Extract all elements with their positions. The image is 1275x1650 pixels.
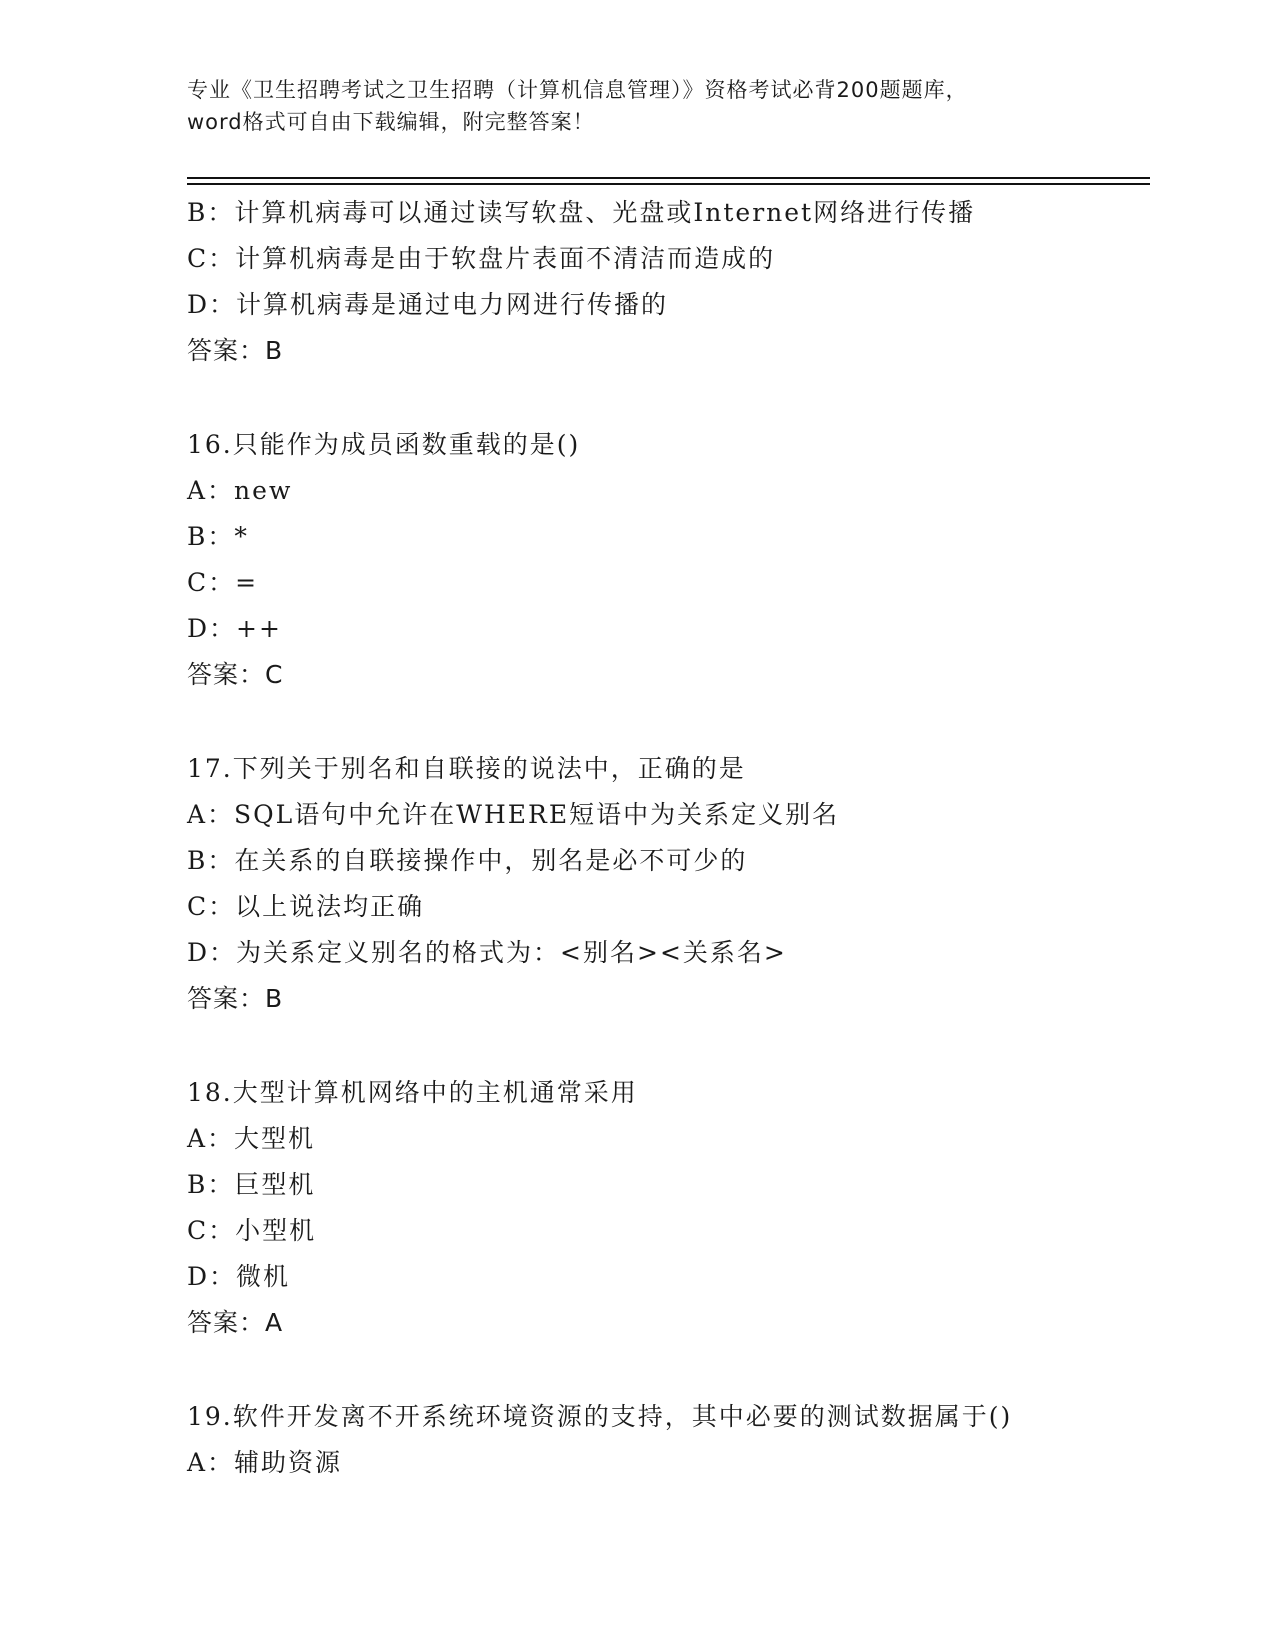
option-d: D：++ xyxy=(187,614,282,643)
option-a: A：大型机 xyxy=(187,1124,316,1153)
question-19 xyxy=(187,1394,1150,1486)
spacer xyxy=(187,374,1150,422)
option-c: C：= xyxy=(187,568,259,597)
question-list xyxy=(187,190,1150,1486)
option-c: C：小型机 xyxy=(187,1216,317,1245)
option-a: A：new xyxy=(187,476,293,505)
option-b: B：* xyxy=(187,522,249,551)
question-stem: 16.只能作为成员函数重载的是() xyxy=(187,430,581,459)
option-a: A：SQL语句中允许在WHERE短语中为关系定义别名 xyxy=(187,800,840,829)
option-c: C：计算机病毒是由于软盘片表面不清洁而造成的 xyxy=(187,244,776,273)
option-d: D：计算机病毒是通过电力网进行传播的 xyxy=(187,290,669,319)
answer-line: 答案：A xyxy=(187,1308,284,1337)
answer-line: 答案：B xyxy=(187,984,284,1013)
option-b: B：计算机病毒可以通过读写软盘、光盘或Internet网络进行传播 xyxy=(187,198,976,227)
option-d: D：微机 xyxy=(187,1262,291,1291)
option-a: A：辅助资源 xyxy=(187,1448,343,1477)
spacer xyxy=(187,1346,1150,1394)
header-line-2: word格式可自由下载编辑，附完整答案！ xyxy=(187,110,595,134)
question-16 xyxy=(187,422,1150,698)
header-divider-top xyxy=(187,177,1150,179)
question-stem: 19.软件开发离不开系统环境资源的支持，其中必要的测试数据属于() xyxy=(187,1402,1013,1431)
question-18 xyxy=(187,1070,1150,1346)
document-header xyxy=(187,74,1087,138)
answer-line: 答案：B xyxy=(187,336,284,365)
header-divider-bottom xyxy=(187,183,1150,185)
question-stem: 18.大型计算机网络中的主机通常采用 xyxy=(187,1078,638,1107)
spacer xyxy=(187,698,1150,746)
option-b: B：巨型机 xyxy=(187,1170,316,1199)
question-stem: 17.下列关于别名和自联接的说法中，正确的是 xyxy=(187,754,746,783)
option-b: B：在关系的自联接操作中，别名是必不可少的 xyxy=(187,846,748,875)
option-c: C：以上说法均正确 xyxy=(187,892,425,921)
option-d: D：为关系定义别名的格式为：<别名><关系名> xyxy=(187,938,787,967)
question-17 xyxy=(187,746,1150,1022)
answer-line: 答案：C xyxy=(187,660,284,689)
question-15-continued xyxy=(187,190,1150,374)
spacer xyxy=(187,1022,1150,1070)
header-line-1: 专业《卫生招聘考试之卫生招聘（计算机信息管理）》资格考试必背200题题库， xyxy=(187,78,968,102)
